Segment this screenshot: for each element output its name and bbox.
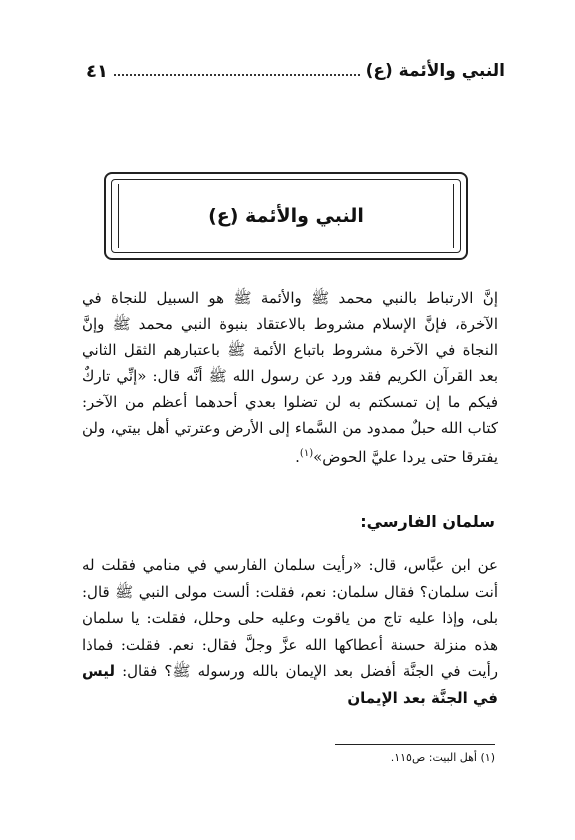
footnote-divider bbox=[335, 744, 495, 745]
section-paragraph bbox=[82, 552, 498, 711]
running-title: النبي والأئمة (ع) bbox=[365, 61, 505, 81]
section-paragraph-bold: ليس في الجنَّة بعد الإيمان bbox=[82, 662, 498, 707]
intro-paragraph-text: إنَّ الارتباط بالنبي محمد ﷺ والأئمة ﷺ هو السبيل للنجاة في الآخرة، فإنَّ الإسلام مشروط بالاعتقاد بنبوة النبي محمد ﷺ وإنَّ النجاة في الآخرة مشروط باتباع الأئمة ﷺ باعتبارهم الثقل الثاني بعد القرآن الكريم فقد ورد عن رسول الله ﷺ أنَّه قال: «إنِّي تاركٌ فيكم ما إن تمسكتم به لن تضلوا بعدي أحدهما أعظم من الآخر: كتاب الله حبلٌ ممدود من السَّماء إلى الأرض وعترتي أهل بيتي، ولن يفترقا حتى يردا عليَّ الحوض» bbox=[82, 289, 498, 466]
chapter-title: النبي والأئمة (ع) bbox=[208, 205, 364, 227]
page-number: ٤١ bbox=[86, 60, 108, 82]
section-heading: سلمان الفارسي: bbox=[360, 512, 495, 531]
footnote-reference: (١) bbox=[299, 448, 314, 459]
chapter-title-frame bbox=[104, 172, 468, 260]
footnote: (١) أهل البيت: ص١١٥. bbox=[390, 751, 495, 764]
running-header bbox=[86, 58, 505, 84]
intro-paragraph: إنَّ الارتباط بالنبي محمد ﷺ والأئمة ﷺ هو السبيل للنجاة في الآخرة، فإنَّ الإسلام مشروط بالاعتقاد بنبوة النبي محمد ﷺ وإنَّ النجاة في الآخرة مشروط باتباع الأئمة ﷺ باعتبارهم الثقل الثاني بعد القرآن الكريم فقد ورد عن رسول الله ﷺ أنَّه قال: «إنِّي تاركٌ فيكم ما إن تمسكتم به لن تضلوا بعدي أحدهما أعظم من الآخر: كتاب الله حبلٌ ممدود من السَّماء إلى الأرض وعترتي أهل بيتي، ولن يفترقا حتى يردا عليَّ الحوض»$^{(١)}$. bbox=[82, 289, 498, 466]
dotted-leader bbox=[114, 74, 360, 76]
section-paragraph-text: عن ابن عبَّاس، قال: «رأيت سلمان الفارسي في منامي فقلت له أنت سلمان؟ فقال سلمان: نعم، فقلت: ألست مولى النبي ﷺ قال: بلى، وإذا عليه تاج من ياقوت وعليه حلى وحلل، فقلت: يا سلمان هذه منزلة حسنة أعطاكها الله عزَّ وجلَّ فقال: نعم. فقلت: فماذا رأيت في الجنَّة أفضل بعد الإيمان بالله ورسوله ﷺ؟ فقال: bbox=[82, 556, 498, 680]
